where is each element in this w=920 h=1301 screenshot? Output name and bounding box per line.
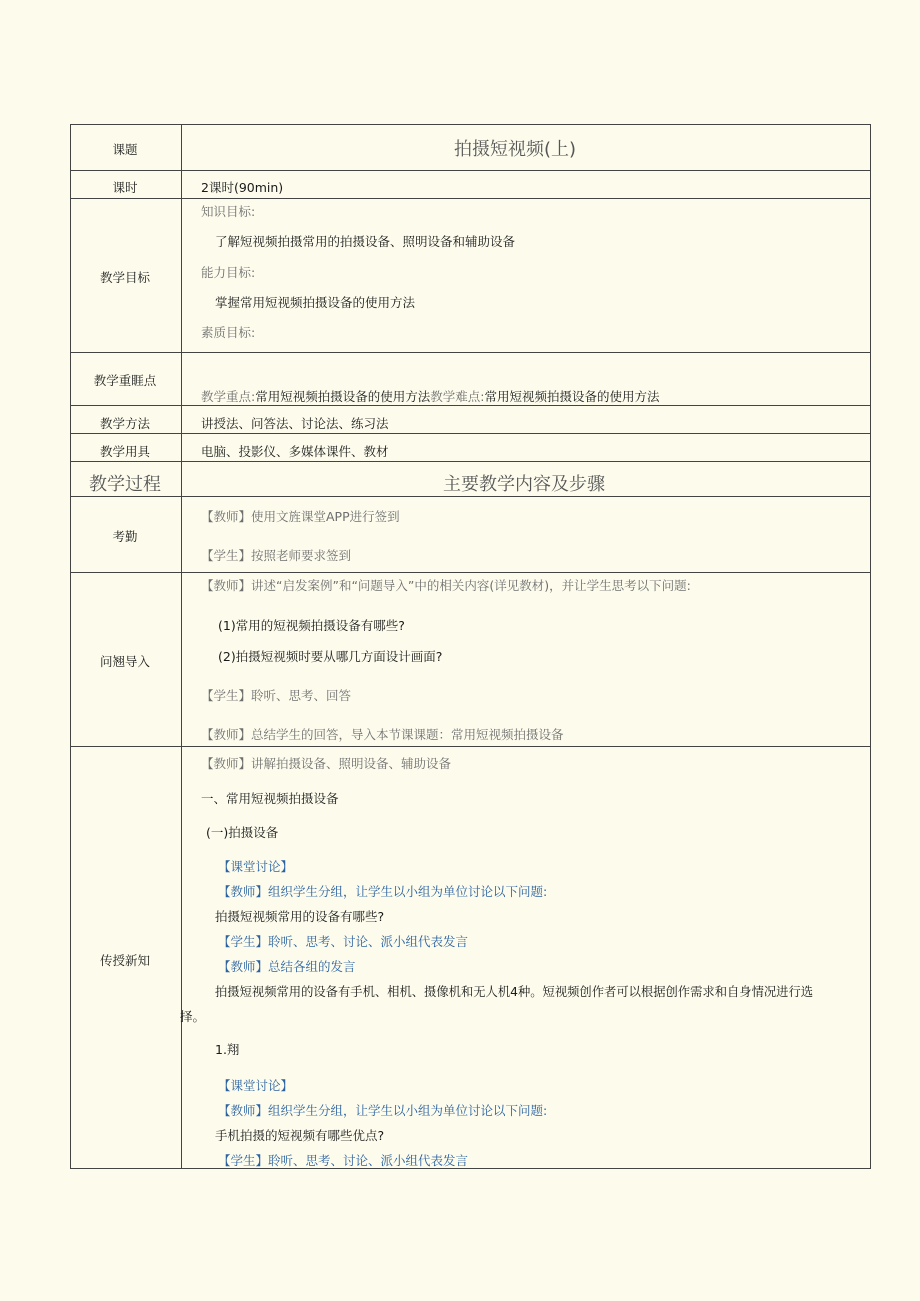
- key-points-label: 教学重睚点: [93, 373, 157, 388]
- objectives-label: 教学目标: [99, 270, 150, 285]
- row-divider: [71, 352, 870, 353]
- difficulty-label: 教学难点:: [430, 389, 485, 404]
- nk-student-2: 【学生】聆听、思考、讨论、派小组代表发言: [218, 1153, 469, 1168]
- key-points-line: [201, 387, 659, 405]
- ability-goal-label: 能力目标:: [201, 265, 256, 280]
- row-divider: [71, 170, 870, 171]
- attendance-student: 【学生】按照老师要求签到: [201, 548, 352, 563]
- row-divider: [71, 496, 870, 497]
- knowledge-goal-label: 知识目标:: [201, 204, 256, 219]
- nk-subsection-1: (一)拍摄设备: [206, 825, 279, 840]
- intro-teacher-2: 【教师】总结学生的回答，导入本节课课题：常用短视频拍摄设备: [201, 727, 564, 742]
- nk-student-1: 【学生】聆听、思考、讨论、派小组代表发言: [218, 934, 469, 949]
- nk-teacher-group-2: 【教师】组织学生分组，让学生以小组为单位讨论以下问题:: [218, 1103, 548, 1118]
- key-point-text: 常用短视频拍摄设备的使用方法: [255, 389, 431, 404]
- methods-value: 讲授法、问答法、讨论法、练习法: [201, 416, 389, 431]
- intro-question-1: (1)常用的短视频拍摄设备有哪些?: [218, 618, 405, 633]
- attendance-teacher: 【教师】使用文旌课堂APP进行签到: [201, 509, 400, 524]
- row-divider: [71, 746, 870, 747]
- nk-paragraph-line-2: 择。: [180, 1009, 206, 1024]
- nk-teacher-group-1: 【教师】组织学生分组，让学生以小组为单位讨论以下问题:: [218, 884, 548, 899]
- intro-student: 【学生】聆听、思考、回答: [201, 688, 352, 703]
- nk-question-1: 拍摄短视频常用的设备有哪些?: [215, 909, 385, 924]
- attendance-label: 考勤: [112, 529, 138, 544]
- process-header-left: 教学过程: [89, 474, 161, 495]
- row-divider: [71, 405, 870, 406]
- nk-section-1: 一、常用短视频拍摄设备: [201, 791, 339, 806]
- new-knowledge-label: 传授新知: [99, 953, 150, 968]
- nk-teacher-summary: 【教师】总结各组的发言: [218, 959, 356, 974]
- knowledge-goal-text: 了解短视频拍摄常用的拍摄设备、照明设备和辅助设备: [215, 234, 516, 249]
- hours-label: 课时: [112, 180, 138, 195]
- row-divider: [71, 461, 870, 462]
- intro-teacher-1: 【教师】讲述“启发案例”和“问题导入”中的相关内容(详见教材)，并让学生思考以下问题:: [201, 578, 691, 593]
- nk-paragraph-line-1: 拍摄短视频常用的设备有手机、相机、摄像机和无人机4种。短视频创作者可以根据创作需求和自身情况进行选: [215, 985, 814, 999]
- intro-label: 问翘导入: [99, 654, 150, 669]
- topic-value: 拍摄短视频(上): [454, 139, 577, 160]
- methods-label: 教学方法: [99, 416, 150, 431]
- nk-discussion-1: 【课堂讨论】: [218, 859, 294, 874]
- key-point-label: 教学重点:: [201, 389, 256, 404]
- nk-teacher-explain: 【教师】讲解拍摄设备、照明设备、辅助设备: [201, 756, 452, 771]
- tools-value: 电脑、投影仪、多媒体课件、教材: [201, 444, 389, 459]
- nk-discussion-2: 【课堂讨论】: [218, 1078, 294, 1093]
- difficulty-text: 常用短视频拍摄设备的使用方法: [484, 389, 660, 404]
- nk-question-2: 手机拍摄的短视频有哪些优点?: [215, 1128, 385, 1143]
- quality-goal-label: 素质目标:: [201, 325, 256, 340]
- row-divider: [71, 433, 870, 434]
- row-divider: [71, 572, 870, 573]
- process-header-right: 主要教学内容及步骤: [443, 474, 605, 495]
- hours-value: 2课时(90min): [201, 180, 284, 195]
- intro-question-2: (2)拍摄短视频时要从哪几方面设计画面?: [218, 649, 443, 664]
- topic-label: 课题: [112, 142, 138, 157]
- ability-goal-text: 掌握常用短视频拍摄设备的使用方法: [215, 295, 416, 310]
- tools-label: 教学用具: [99, 444, 150, 459]
- row-divider: [71, 198, 870, 199]
- nk-item-1: 1.翔: [215, 1042, 240, 1057]
